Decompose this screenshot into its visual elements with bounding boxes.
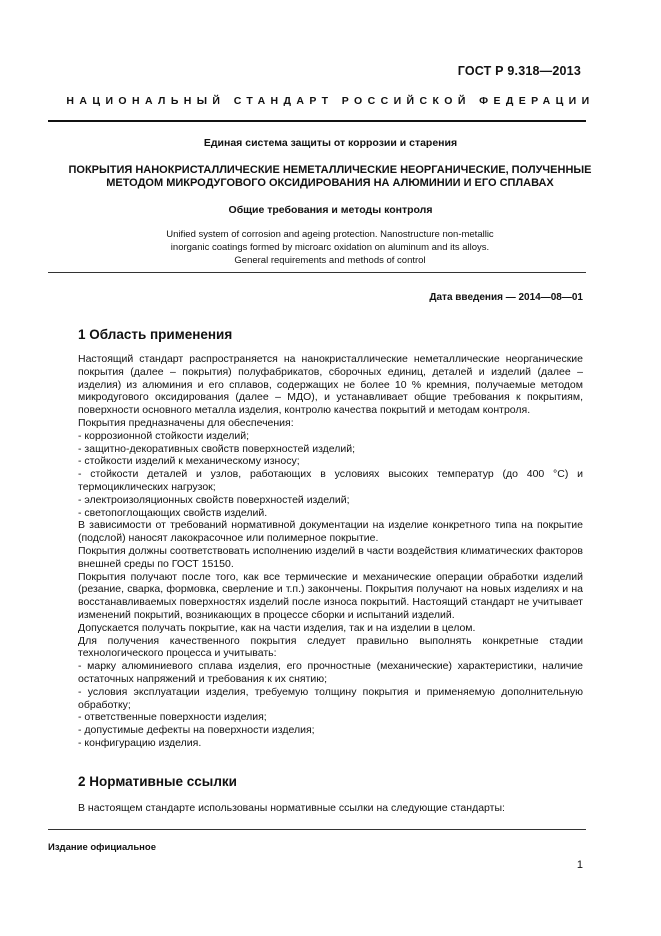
list-item: - стойкости изделий к механическому износу; bbox=[78, 455, 300, 468]
introduction-date: Дата введения — 2014—08—01 bbox=[429, 292, 583, 303]
list-item: - конфигурацию изделия. bbox=[78, 736, 202, 749]
list-item: - ответственные поверхности изделия; bbox=[78, 711, 267, 724]
paragraph: Покрытия получают после того, как все термические и механические операции обработки изделий (резание, сварка, формовка, сверление и т.п.) закончены. Покрытия получают на новых изделиях и на восстанавливаемых поверхностях изделий после износа покрытий. Настоящий стандарт не учитывает изменений покрытий, возникающих в процессе сборки и испытаний изделий. bbox=[78, 570, 583, 621]
list-item: - допустимые дефекты на поверхности изделия; bbox=[78, 724, 315, 737]
list-item: - коррозионной стойкости изделий; bbox=[78, 429, 249, 442]
list-item: - электроизоляционных свойств поверхностей изделий; bbox=[78, 493, 350, 506]
series-title: Единая система защиты от коррозии и старения bbox=[203, 137, 458, 149]
page-number: 1 bbox=[576, 859, 583, 871]
section-2-text: В настоящем стандарте использованы нормативные ссылки на следующие стандарты: bbox=[78, 802, 505, 814]
list-item: - марку алюминиевого сплава изделия, его прочностные (механические) характеристики, наличие остаточных напряжений и требования к их снятию; bbox=[78, 660, 583, 685]
english-title-line: inorganic coatings formed by microarc oxidation on aluminum and its alloys. bbox=[170, 242, 490, 253]
national-standard-banner: НАЦИОНАЛЬНЫЙ СТАНДАРТ РОССИЙСКОЙ ФЕДЕРАЦИИ bbox=[66, 95, 595, 107]
list-item: - стойкости деталей и узлов, работающих в условиях высоких температур (до 400 °С) и термоциклических нагрузок; bbox=[78, 468, 583, 493]
document-subtitle: Общие требования и методы контроля bbox=[228, 204, 433, 216]
paragraph: Настоящий стандарт распространяется на нанокристаллические неметаллические неорганические покрытия (далее – покрытия) полуфабрикатов, сборочных единиц, деталей и изделий (далее – изделия) из алюминия и его сплавов, содержащих не более 10 % кремния, получаемые методом микродугового оксидирования (далее – МДО), и устанавливает общие требования к покрытиям, поверхности основного металла изделия, контролю качества покрытий и методам контроля. bbox=[78, 353, 583, 417]
section-1-body bbox=[78, 353, 583, 750]
paragraph: Покрытия должны соответствовать исполнению изделий в части воздействия климатических факторов внешней среды по ГОСТ 15150. bbox=[78, 544, 583, 570]
footer-divider bbox=[48, 829, 586, 830]
section-2-heading: 2 Нормативные ссылки bbox=[78, 774, 237, 789]
title-divider bbox=[48, 272, 586, 273]
paragraph: Допускается получать покрытие, как на части изделия, так и на изделии в целом. bbox=[78, 621, 476, 634]
english-title-line: Unified system of corrosion and ageing protection. Nanostructure non-metallic bbox=[166, 229, 494, 240]
list-item: - защитно-декоративных свойств поверхностей изделий; bbox=[78, 442, 356, 455]
english-title-line: General requirements and methods of control bbox=[234, 255, 426, 266]
list-item: - условия эксплуатации изделия, требуемую толщину покрытия и применяемую дополнительную обработку; bbox=[78, 685, 583, 711]
paragraph: Для получения качественного покрытия следует правильно выполнять конкретные стадии технологического процесса и учитывать: bbox=[78, 634, 583, 660]
standard-code: ГОСТ Р 9.318—2013 bbox=[457, 64, 581, 78]
section-1-heading: 1 Область применения bbox=[78, 327, 233, 342]
english-title bbox=[110, 228, 550, 267]
paragraph: Покрытия предназначены для обеспечения: bbox=[78, 416, 294, 429]
document-title: ПОКРЫТИЯ НАНОКРИСТАЛЛИЧЕСКИЕ НЕМЕТАЛЛИЧЕСКИЕ НЕОРГАНИЧЕСКИЕ, ПОЛУЧЕННЫЕ МЕТОДОМ МИКРОДУГОВОГО ОКСИДИРОВАНИЯ НА АЛЮМИНИИ И ЕГО СПЛАВАХ bbox=[68, 164, 592, 189]
list-item: - светопоглощающих свойств изделий. bbox=[78, 506, 268, 519]
official-edition-label: Издание официальное bbox=[48, 842, 156, 853]
header-divider bbox=[48, 120, 586, 122]
paragraph: В зависимости от требований нормативной документации на изделие конкретного типа на покрытие (подслой) наносят лакокрасочное или полимерное покрытие. bbox=[78, 519, 583, 545]
